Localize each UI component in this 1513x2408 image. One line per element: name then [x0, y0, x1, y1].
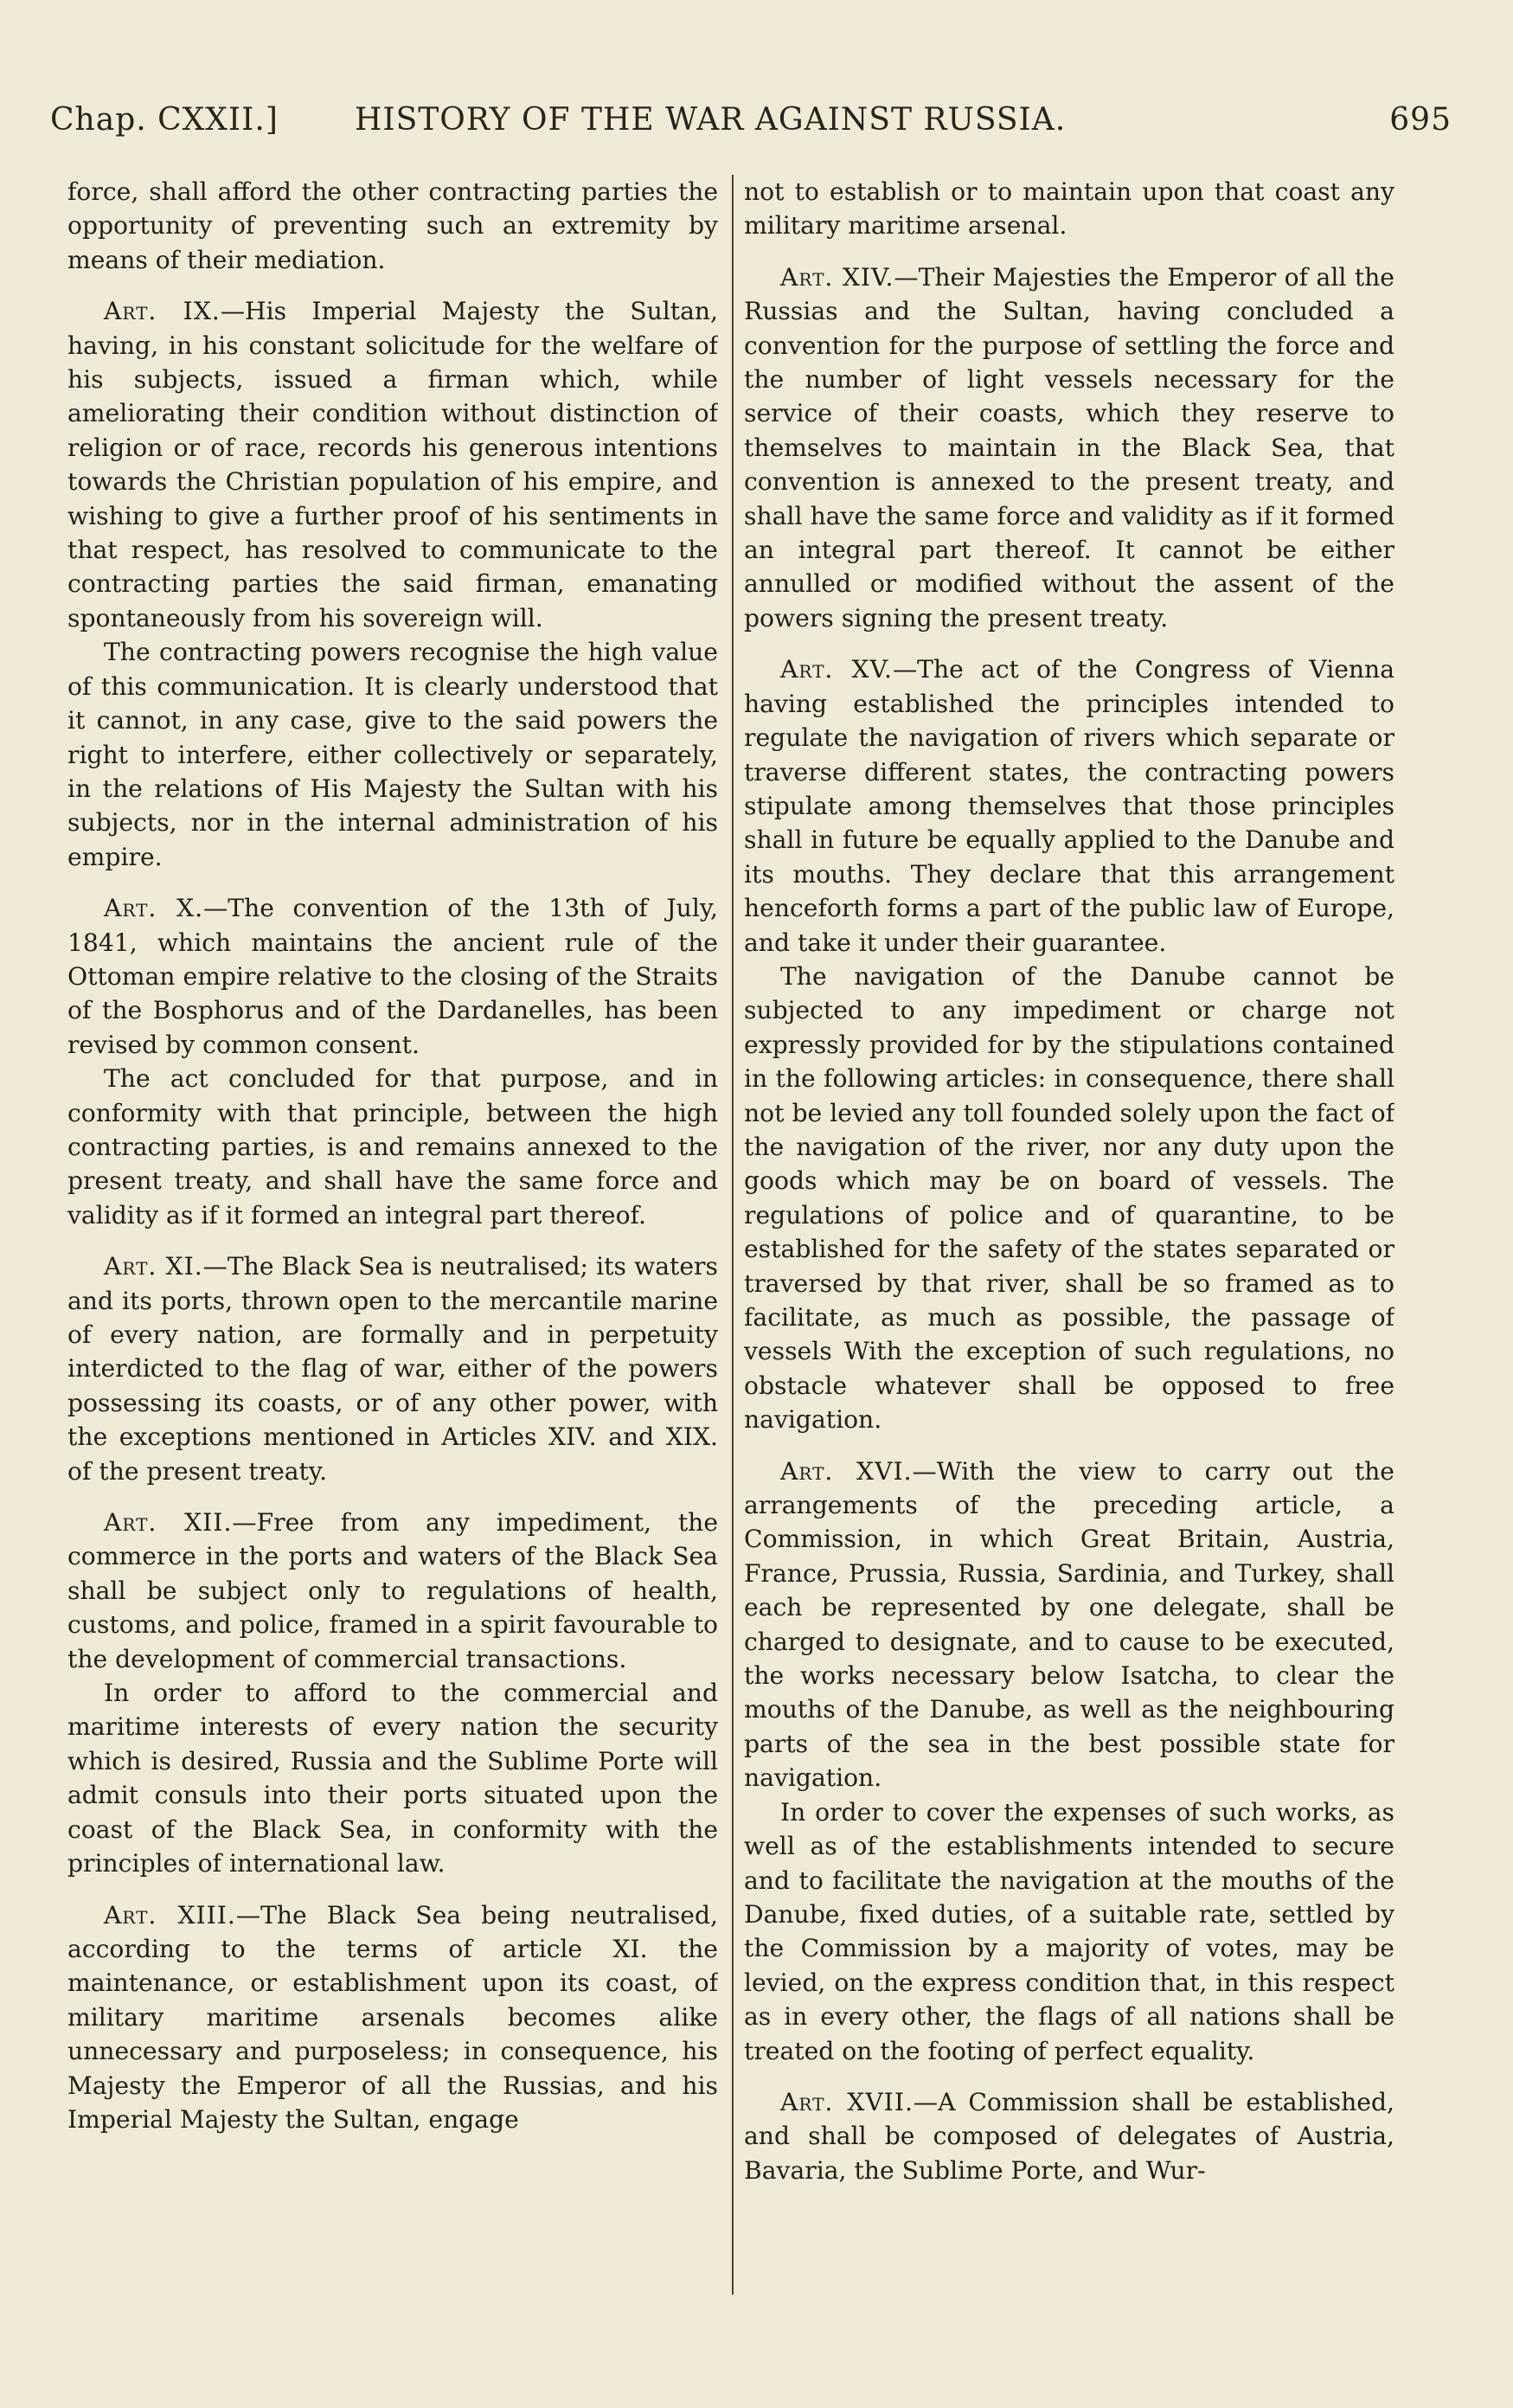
paragraph-text: The act concluded for that purpose, and in conformity with that principle, between the high contracting parties, is and remains annexed to the present treaty, and shall have the same force and validity as if it formed an integral part thereof. — [67, 1064, 718, 1230]
paragraph-text: —The Black Sea is neutralised; its waters and its ports, thrown open to the mercantile marine of every nation, are formally and in perpetuity interdicted to the flag of war, either of the powers possessing its coasts, or of any other power, with the exceptions mentioned in Articles XIV. and XIX. of the present treaty. — [67, 1252, 718, 1486]
article-number: Art. XII. — [104, 1508, 233, 1538]
article-number: Art. XVII. — [780, 2087, 914, 2116]
right-column — [744, 175, 1394, 2312]
paragraph-text: —The Black Sea being neutralised, according to the terms of article XI. the maintenance, or establishment upon its coast, of military maritime arsenals becomes alike unnecessary and purposeless; in consequence, his Majesty the Emperor of all the Russias, and his Imperial Majesty the Sultan, engage — [67, 1900, 718, 2134]
paragraph-text: —The act of the Congress of Vienna having established the principles intended to regulate the navigation of rivers which separate or traverse different states, the contracting powers stipulate among themselves that those principles shall in future be equally applied to the Danube and its mouths. They declare that this arrangement henceforth forms a part of the public law of Europe, and take it under their guarantee. — [744, 655, 1394, 957]
article-paragraph — [744, 1454, 1394, 1795]
page-number: 695 — [1389, 102, 1452, 138]
text-paragraph — [744, 175, 1394, 243]
article-number: Art. XVI. — [780, 1456, 913, 1486]
book-title: HISTORY OF THE WAR AGAINST RUSSIA. — [355, 102, 1067, 138]
paragraph-text: In order to cover the expenses of such works, as well as of the establishments intended to secure and to facilitate the navigation at the mouths of the Danube, fixed duties, of a suitable rate, settled by the Commission by a majority of votes, may be levied, on the express condition that, in this respect as in every other, the flags of all nations shall be treated on the footing of perfect equality. — [744, 1797, 1394, 2065]
article-number: Art. X. — [104, 894, 204, 923]
article-paragraph — [744, 2085, 1394, 2187]
paragraph-text: The contracting powers recognise the high value of this communication. It is clearly understood that it cannot, in any case, give to the said powers the right to interfere, either collectively or separately, in the relations of His Majesty the Sultan with his subjects, nor in the internal administration of his empire. — [67, 638, 718, 871]
paragraph-text: The navigation of the Danube cannot be subjected to any impediment or charge not expressly provided for by the stipulations contained in the following articles: in consequence, there shall not be levied any toll founded solely upon the fact of the navigation of the river, nor any duty upon the goods which may be on board of vessels. The regulations of police and of quarantine, to be established for the safety of the states separated or traversed by that river, shall be so framed as to facilitate, as much as possible, the passage of vessels With the exception of such regulations, no obstacle whatever shall be opposed to free navigation. — [744, 961, 1394, 1435]
paragraph-text: —The convention of the 13th of July, 1841, which maintains the ancient rule of the Ottoman empire relative to the closing of the Straits of the Bosphorus and of the Dardanelles, has been revised by common consent. — [67, 894, 718, 1059]
paragraph-text: —His Imperial Majesty the Sultan, having, in his constant solicitude for the welfare of his subjects, issued a firman which, while ameliorating their condition without distinction of religion or of race, records his generous intentions towards the Christian population of his empire, and wishing to give a further proof of his sentiments in that respect, has resolved to communicate to the contracting parties the said firman, emanating spontaneously from his sovereign will. — [67, 297, 718, 633]
text-paragraph — [67, 1676, 718, 1880]
article-number: Art. XIII. — [104, 1900, 236, 1930]
paragraph-text: —A Commission shall be established, and shall be composed of delegates of Austria, Bavaria, the Sublime Porte, and Wur- — [744, 2087, 1394, 2185]
article-paragraph — [67, 891, 718, 1062]
paragraph-text: —Their Majesties the Emperor of all the Russias and the Sultan, having concluded a convention for the purpose of settling the force and the number of light vessels necessary for the service of their coasts, which they reserve to themselves to maintain in the Black Sea, that convention is annexed to the present treaty, and shall have the same force and validity as if it formed an integral part thereof. It cannot be either annulled or modified without the assent of the powers signing the present treaty. — [744, 262, 1394, 633]
text-paragraph — [744, 1795, 1394, 2068]
article-paragraph — [744, 260, 1394, 635]
article-paragraph — [744, 652, 1394, 960]
chapter-label: Chap. CXXII.] — [50, 102, 279, 138]
article-number: Art. XV. — [780, 655, 893, 684]
left-column — [67, 175, 718, 2312]
article-paragraph — [67, 294, 718, 635]
paragraph-text: In order to afford to the commercial and maritime interests of every nation the security which is desired, Russia and the Sublime Porte will admit consuls into their ports situated upon the coast of the Black Sea, in conformity with the principles of international law. — [67, 1679, 718, 1878]
paragraph-text: force, shall afford the other contracting parties the opportunity of preventing such an extremity by means of their mediation. — [67, 177, 718, 274]
article-number: Art. IX. — [104, 297, 221, 326]
article-paragraph — [67, 1898, 718, 2137]
text-paragraph — [67, 175, 718, 277]
article-number: Art. XIV. — [780, 262, 894, 292]
paragraph-text: —Free from any impediment, the commerce in the ports and waters of the Black Sea shall be subject only to regulations of health, customs, and police, framed in a spirit favourable to the development of commercial transactions. — [67, 1508, 718, 1673]
text-paragraph — [67, 1062, 718, 1232]
paragraph-text: not to establish or to maintain upon that coast any military maritime arsenal. — [744, 177, 1394, 241]
article-number: Art. XI. — [104, 1252, 203, 1281]
article-paragraph — [67, 1249, 718, 1488]
column-divider — [732, 175, 734, 2295]
text-paragraph — [67, 635, 718, 874]
article-paragraph — [67, 1506, 718, 1676]
text-paragraph — [744, 960, 1394, 1437]
paragraph-text: —With the view to carry out the arrangements of the preceding article, a Commission, in which Great Britain, Austria, France, Prussia, Russia, Sardinia, and Turkey, shall each be represented by one delegate, shall be charged to designate, and to cause to be executed, the works necessary below Isatcha, to clear the mouths of the Danube, as well as the neighbouring parts of the sea in the best possible state for navigation. — [744, 1456, 1394, 1793]
running-header — [50, 102, 1452, 154]
